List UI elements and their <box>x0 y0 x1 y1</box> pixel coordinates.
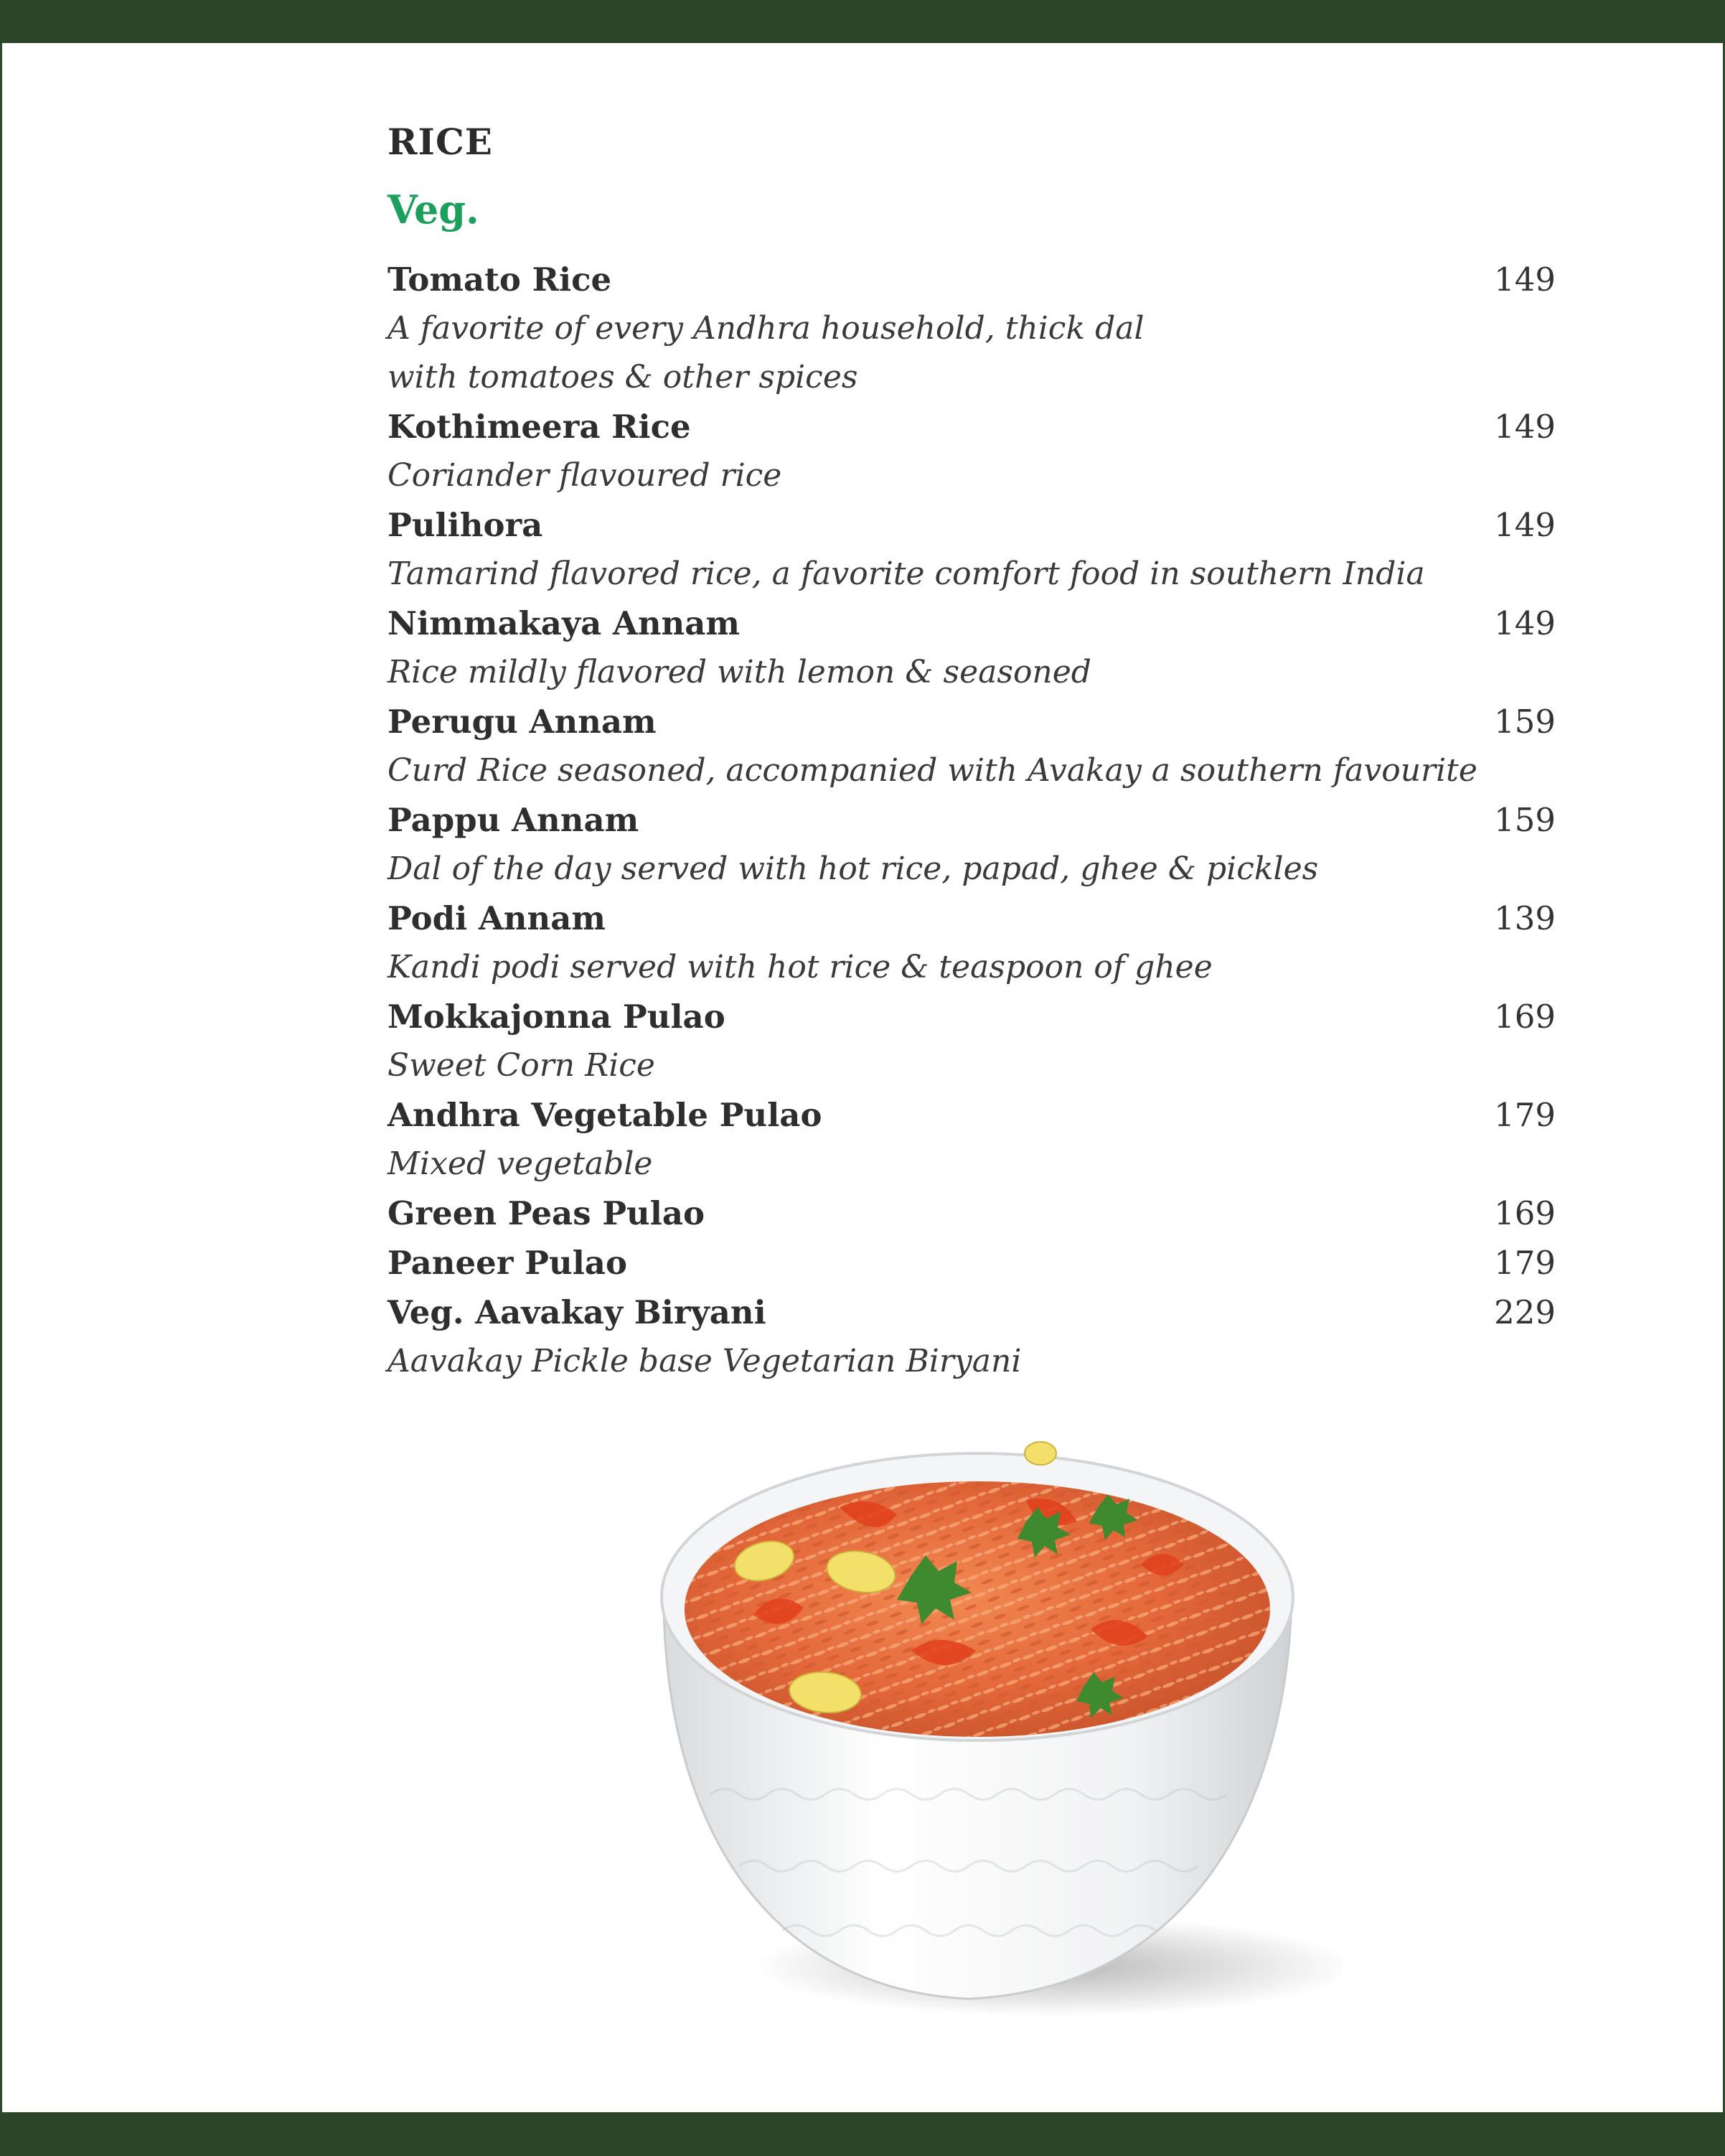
menu-item <box>387 894 1564 992</box>
item-description: Kandi podi served with hot rice & teaspoon of ghee <box>387 949 1213 985</box>
item-description: Coriander flavoured rice <box>387 457 782 494</box>
item-description: Rice mildly flavored with lemon & seasoned <box>387 654 1091 690</box>
menu-item-row <box>387 255 1564 304</box>
item-name: Pappu Annam <box>387 801 639 839</box>
menu-item-row <box>387 1189 1564 1238</box>
menu-item-row <box>387 1238 1564 1288</box>
menu-item <box>387 402 1564 500</box>
item-name: Andhra Vegetable Pulao <box>387 1096 822 1134</box>
menu-item-row <box>387 795 1564 845</box>
menu-item-row <box>387 992 1564 1041</box>
menu-item <box>387 992 1564 1090</box>
item-description: Mixed vegetable <box>387 1145 653 1182</box>
item-name: Nimmakaya Annam <box>387 604 741 642</box>
menu-item <box>387 1288 1564 1386</box>
item-description: with tomatoes & other spices <box>387 359 858 395</box>
menu-item-row <box>387 894 1564 943</box>
menu-item <box>387 1090 1564 1189</box>
menu-item <box>387 255 1564 402</box>
item-name: Green Peas Pulao <box>387 1194 705 1232</box>
item-name: Perugu Annam <box>387 703 657 741</box>
item-price: 169 <box>1494 1194 1556 1232</box>
item-price: 179 <box>1494 1096 1556 1134</box>
item-name: Podi Annam <box>387 899 606 937</box>
item-price: 149 <box>1494 506 1556 544</box>
item-price: 149 <box>1494 261 1556 299</box>
bottom-band <box>0 2112 1725 2156</box>
section-title: RICE <box>387 121 493 163</box>
menu-list <box>387 255 1564 1386</box>
menu-item <box>387 599 1564 697</box>
item-price: 159 <box>1494 703 1556 741</box>
item-price: 179 <box>1494 1244 1556 1282</box>
top-band <box>0 0 1725 43</box>
item-description: Curd Rice seasoned, accompanied with Avakay a southern favourite <box>387 752 1477 789</box>
item-description: Dal of the day served with hot rice, papad, ghee & pickles <box>387 850 1319 887</box>
menu-item-row <box>387 1090 1564 1140</box>
menu-item <box>387 1189 1564 1238</box>
item-price: 139 <box>1494 899 1556 937</box>
item-name: Paneer Pulao <box>387 1244 627 1282</box>
item-price: 149 <box>1494 604 1556 642</box>
menu-item-row <box>387 697 1564 746</box>
item-price: 149 <box>1494 408 1556 446</box>
menu-item <box>387 697 1564 795</box>
item-description: A favorite of every Andhra household, thick dal <box>387 310 1144 347</box>
menu-item <box>387 500 1564 599</box>
item-price: 169 <box>1494 998 1556 1036</box>
item-name: Pulihora <box>387 506 543 544</box>
menu-item <box>387 1238 1564 1288</box>
tomato-rice-bowl-photo <box>624 1421 1342 2038</box>
item-description: Sweet Corn Rice <box>387 1047 655 1084</box>
item-name: Kothimeera Rice <box>387 408 691 446</box>
item-price: 159 <box>1494 801 1556 839</box>
menu-item-row <box>387 1288 1564 1337</box>
menu-item <box>387 795 1564 894</box>
item-price: 229 <box>1494 1293 1556 1331</box>
item-name: Mokkajonna Pulao <box>387 998 725 1036</box>
item-description: Tamarind flavored rice, a favorite comfort food in southern India <box>387 556 1425 592</box>
category-title: Veg. <box>387 187 479 233</box>
item-description: Aavakay Pickle base Vegetarian Biryani <box>387 1343 1022 1379</box>
menu-item-row <box>387 500 1564 550</box>
item-name: Tomato Rice <box>387 261 612 299</box>
menu-item-row <box>387 402 1564 451</box>
menu-item-row <box>387 599 1564 648</box>
item-name: Veg. Aavakay Biryani <box>387 1293 766 1331</box>
